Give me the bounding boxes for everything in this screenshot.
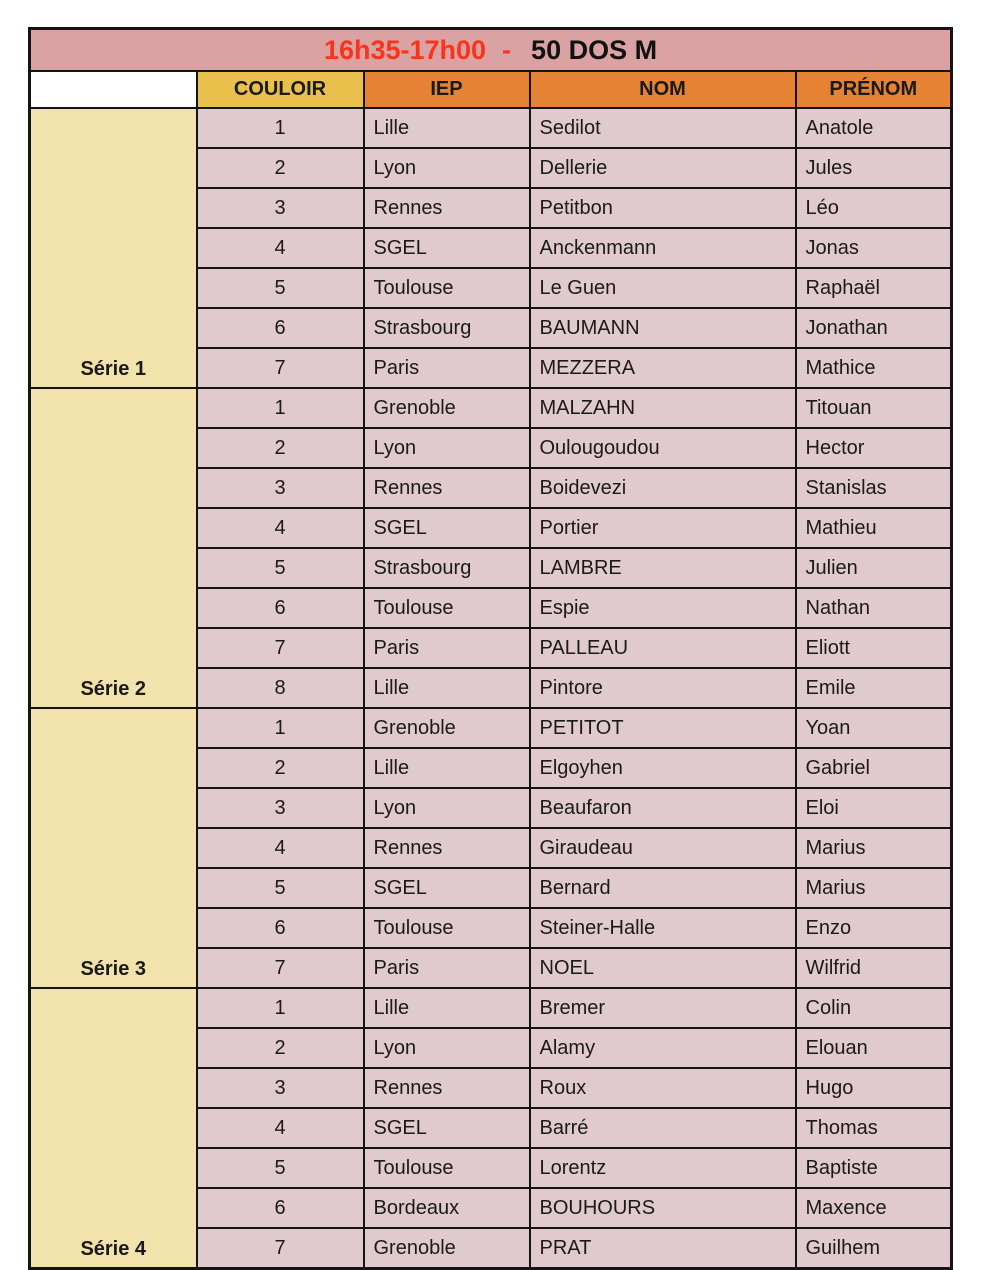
iep-cell: Lyon [364, 1028, 530, 1068]
nom-cell: Roux [530, 1068, 796, 1108]
swimmer-row [30, 708, 952, 748]
lane-cell: 2 [197, 428, 364, 468]
lane-cell: 2 [197, 1028, 364, 1068]
iep-cell: Bordeaux [364, 1188, 530, 1228]
col-header-couloir: COULOIR [197, 71, 364, 108]
lane-cell: 5 [197, 268, 364, 308]
prenom-cell: Raphaël [796, 268, 952, 308]
iep-cell: Lyon [364, 428, 530, 468]
prenom-cell: Wilfrid [796, 948, 952, 988]
lane-cell: 5 [197, 548, 364, 588]
nom-cell: PALLEAU [530, 628, 796, 668]
prenom-cell: Jules [796, 148, 952, 188]
lane-cell: 5 [197, 1148, 364, 1188]
prenom-cell: Mathice [796, 348, 952, 388]
lane-cell: 1 [197, 708, 364, 748]
lane-cell: 8 [197, 668, 364, 708]
lane-cell: 1 [197, 108, 364, 148]
lane-cell: 7 [197, 628, 364, 668]
nom-cell: Steiner-Halle [530, 908, 796, 948]
nom-cell: PETITOT [530, 708, 796, 748]
lane-cell: 4 [197, 508, 364, 548]
swimmer-rows [30, 108, 952, 1269]
nom-cell: LAMBRE [530, 548, 796, 588]
prenom-cell: Jonas [796, 228, 952, 268]
iep-cell: Paris [364, 948, 530, 988]
nom-cell: Petitbon [530, 188, 796, 228]
title-separator: - [502, 34, 512, 65]
iep-cell: Lille [364, 748, 530, 788]
nom-cell: Giraudeau [530, 828, 796, 868]
iep-cell: SGEL [364, 1108, 530, 1148]
lane-cell: 4 [197, 1108, 364, 1148]
lane-cell: 4 [197, 228, 364, 268]
col-header-iep: IEP [364, 71, 530, 108]
iep-cell: Lille [364, 988, 530, 1028]
event-title [30, 29, 952, 72]
nom-cell: Espie [530, 588, 796, 628]
event-time: 16h35-17h00 [323, 34, 487, 65]
prenom-cell: Titouan [796, 388, 952, 428]
lane-cell: 3 [197, 1068, 364, 1108]
nom-cell: Boidevezi [530, 468, 796, 508]
prenom-cell: Thomas [796, 1108, 952, 1148]
prenom-cell: Eloi [796, 788, 952, 828]
iep-cell: Rennes [364, 828, 530, 868]
lane-cell: 1 [197, 988, 364, 1028]
nom-cell: Barré [530, 1108, 796, 1148]
iep-cell: Rennes [364, 468, 530, 508]
iep-cell: Lyon [364, 788, 530, 828]
prenom-cell: Colin [796, 988, 952, 1028]
prenom-cell: Maxence [796, 1188, 952, 1228]
iep-cell: Paris [364, 348, 530, 388]
lane-cell: 2 [197, 148, 364, 188]
iep-cell: Rennes [364, 188, 530, 228]
serie-label: Série 4 [30, 988, 197, 1269]
lane-cell: 6 [197, 308, 364, 348]
serie-label: Série 3 [30, 708, 197, 988]
corner-cell [30, 71, 197, 108]
lane-cell: 7 [197, 948, 364, 988]
nom-cell: Alamy [530, 1028, 796, 1068]
nom-cell: Portier [530, 508, 796, 548]
nom-cell: Lorentz [530, 1148, 796, 1188]
nom-cell: MALZAHN [530, 388, 796, 428]
event-name: 50 DOS M [531, 34, 658, 65]
prenom-cell: Baptiste [796, 1148, 952, 1188]
lane-cell: 5 [197, 868, 364, 908]
lane-cell: 3 [197, 188, 364, 228]
prenom-cell: Elouan [796, 1028, 952, 1068]
prenom-cell: Eliott [796, 628, 952, 668]
iep-cell: Toulouse [364, 268, 530, 308]
iep-cell: Rennes [364, 1068, 530, 1108]
iep-cell: Grenoble [364, 708, 530, 748]
prenom-cell: Hugo [796, 1068, 952, 1108]
lane-cell: 7 [197, 348, 364, 388]
prenom-cell: Léo [796, 188, 952, 228]
nom-cell: Sedilot [530, 108, 796, 148]
lane-cell: 3 [197, 468, 364, 508]
prenom-cell: Julien [796, 548, 952, 588]
serie-label: Série 1 [30, 108, 197, 388]
col-header-nom: NOM [530, 71, 796, 108]
prenom-cell: Nathan [796, 588, 952, 628]
prenom-cell: Anatole [796, 108, 952, 148]
nom-cell: Anckenmann [530, 228, 796, 268]
col-header-prenom: PRÉNOM [796, 71, 952, 108]
iep-cell: Grenoble [364, 388, 530, 428]
lane-cell: 3 [197, 788, 364, 828]
prenom-cell: Emile [796, 668, 952, 708]
nom-cell: Dellerie [530, 148, 796, 188]
iep-cell: Strasbourg [364, 548, 530, 588]
nom-cell: BOUHOURS [530, 1188, 796, 1228]
prenom-cell: Gabriel [796, 748, 952, 788]
swimmer-row [30, 108, 952, 148]
prenom-cell: Mathieu [796, 508, 952, 548]
serie-label: Série 2 [30, 388, 197, 708]
lane-cell: 4 [197, 828, 364, 868]
iep-cell: Strasbourg [364, 308, 530, 348]
iep-cell: Toulouse [364, 908, 530, 948]
swimmer-row [30, 388, 952, 428]
lane-cell: 6 [197, 908, 364, 948]
nom-cell: PRAT [530, 1228, 796, 1269]
iep-cell: SGEL [364, 508, 530, 548]
column-header-row [30, 71, 952, 108]
prenom-cell: Enzo [796, 908, 952, 948]
nom-cell: Pintore [530, 668, 796, 708]
nom-cell: Bremer [530, 988, 796, 1028]
prenom-cell: Guilhem [796, 1228, 952, 1269]
prenom-cell: Marius [796, 828, 952, 868]
nom-cell: Bernard [530, 868, 796, 908]
iep-cell: Lyon [364, 148, 530, 188]
prenom-cell: Marius [796, 868, 952, 908]
nom-cell: Oulougoudou [530, 428, 796, 468]
lane-cell: 6 [197, 588, 364, 628]
nom-cell: Le Guen [530, 268, 796, 308]
nom-cell: NOEL [530, 948, 796, 988]
nom-cell: Elgoyhen [530, 748, 796, 788]
iep-cell: Paris [364, 628, 530, 668]
lane-cell: 2 [197, 748, 364, 788]
iep-cell: Lille [364, 108, 530, 148]
iep-cell: Toulouse [364, 1148, 530, 1188]
lane-cell: 1 [197, 388, 364, 428]
iep-cell: Toulouse [364, 588, 530, 628]
lane-cell: 7 [197, 1228, 364, 1269]
nom-cell: Beaufaron [530, 788, 796, 828]
title-row [30, 29, 952, 72]
nom-cell: BAUMANN [530, 308, 796, 348]
iep-cell: Lille [364, 668, 530, 708]
iep-cell: Grenoble [364, 1228, 530, 1269]
prenom-cell: Stanislas [796, 468, 952, 508]
lane-cell: 6 [197, 1188, 364, 1228]
swimmer-row [30, 988, 952, 1028]
prenom-cell: Jonathan [796, 308, 952, 348]
prenom-cell: Yoan [796, 708, 952, 748]
iep-cell: SGEL [364, 868, 530, 908]
iep-cell: SGEL [364, 228, 530, 268]
heat-table [28, 27, 953, 1270]
nom-cell: MEZZERA [530, 348, 796, 388]
prenom-cell: Hector [796, 428, 952, 468]
